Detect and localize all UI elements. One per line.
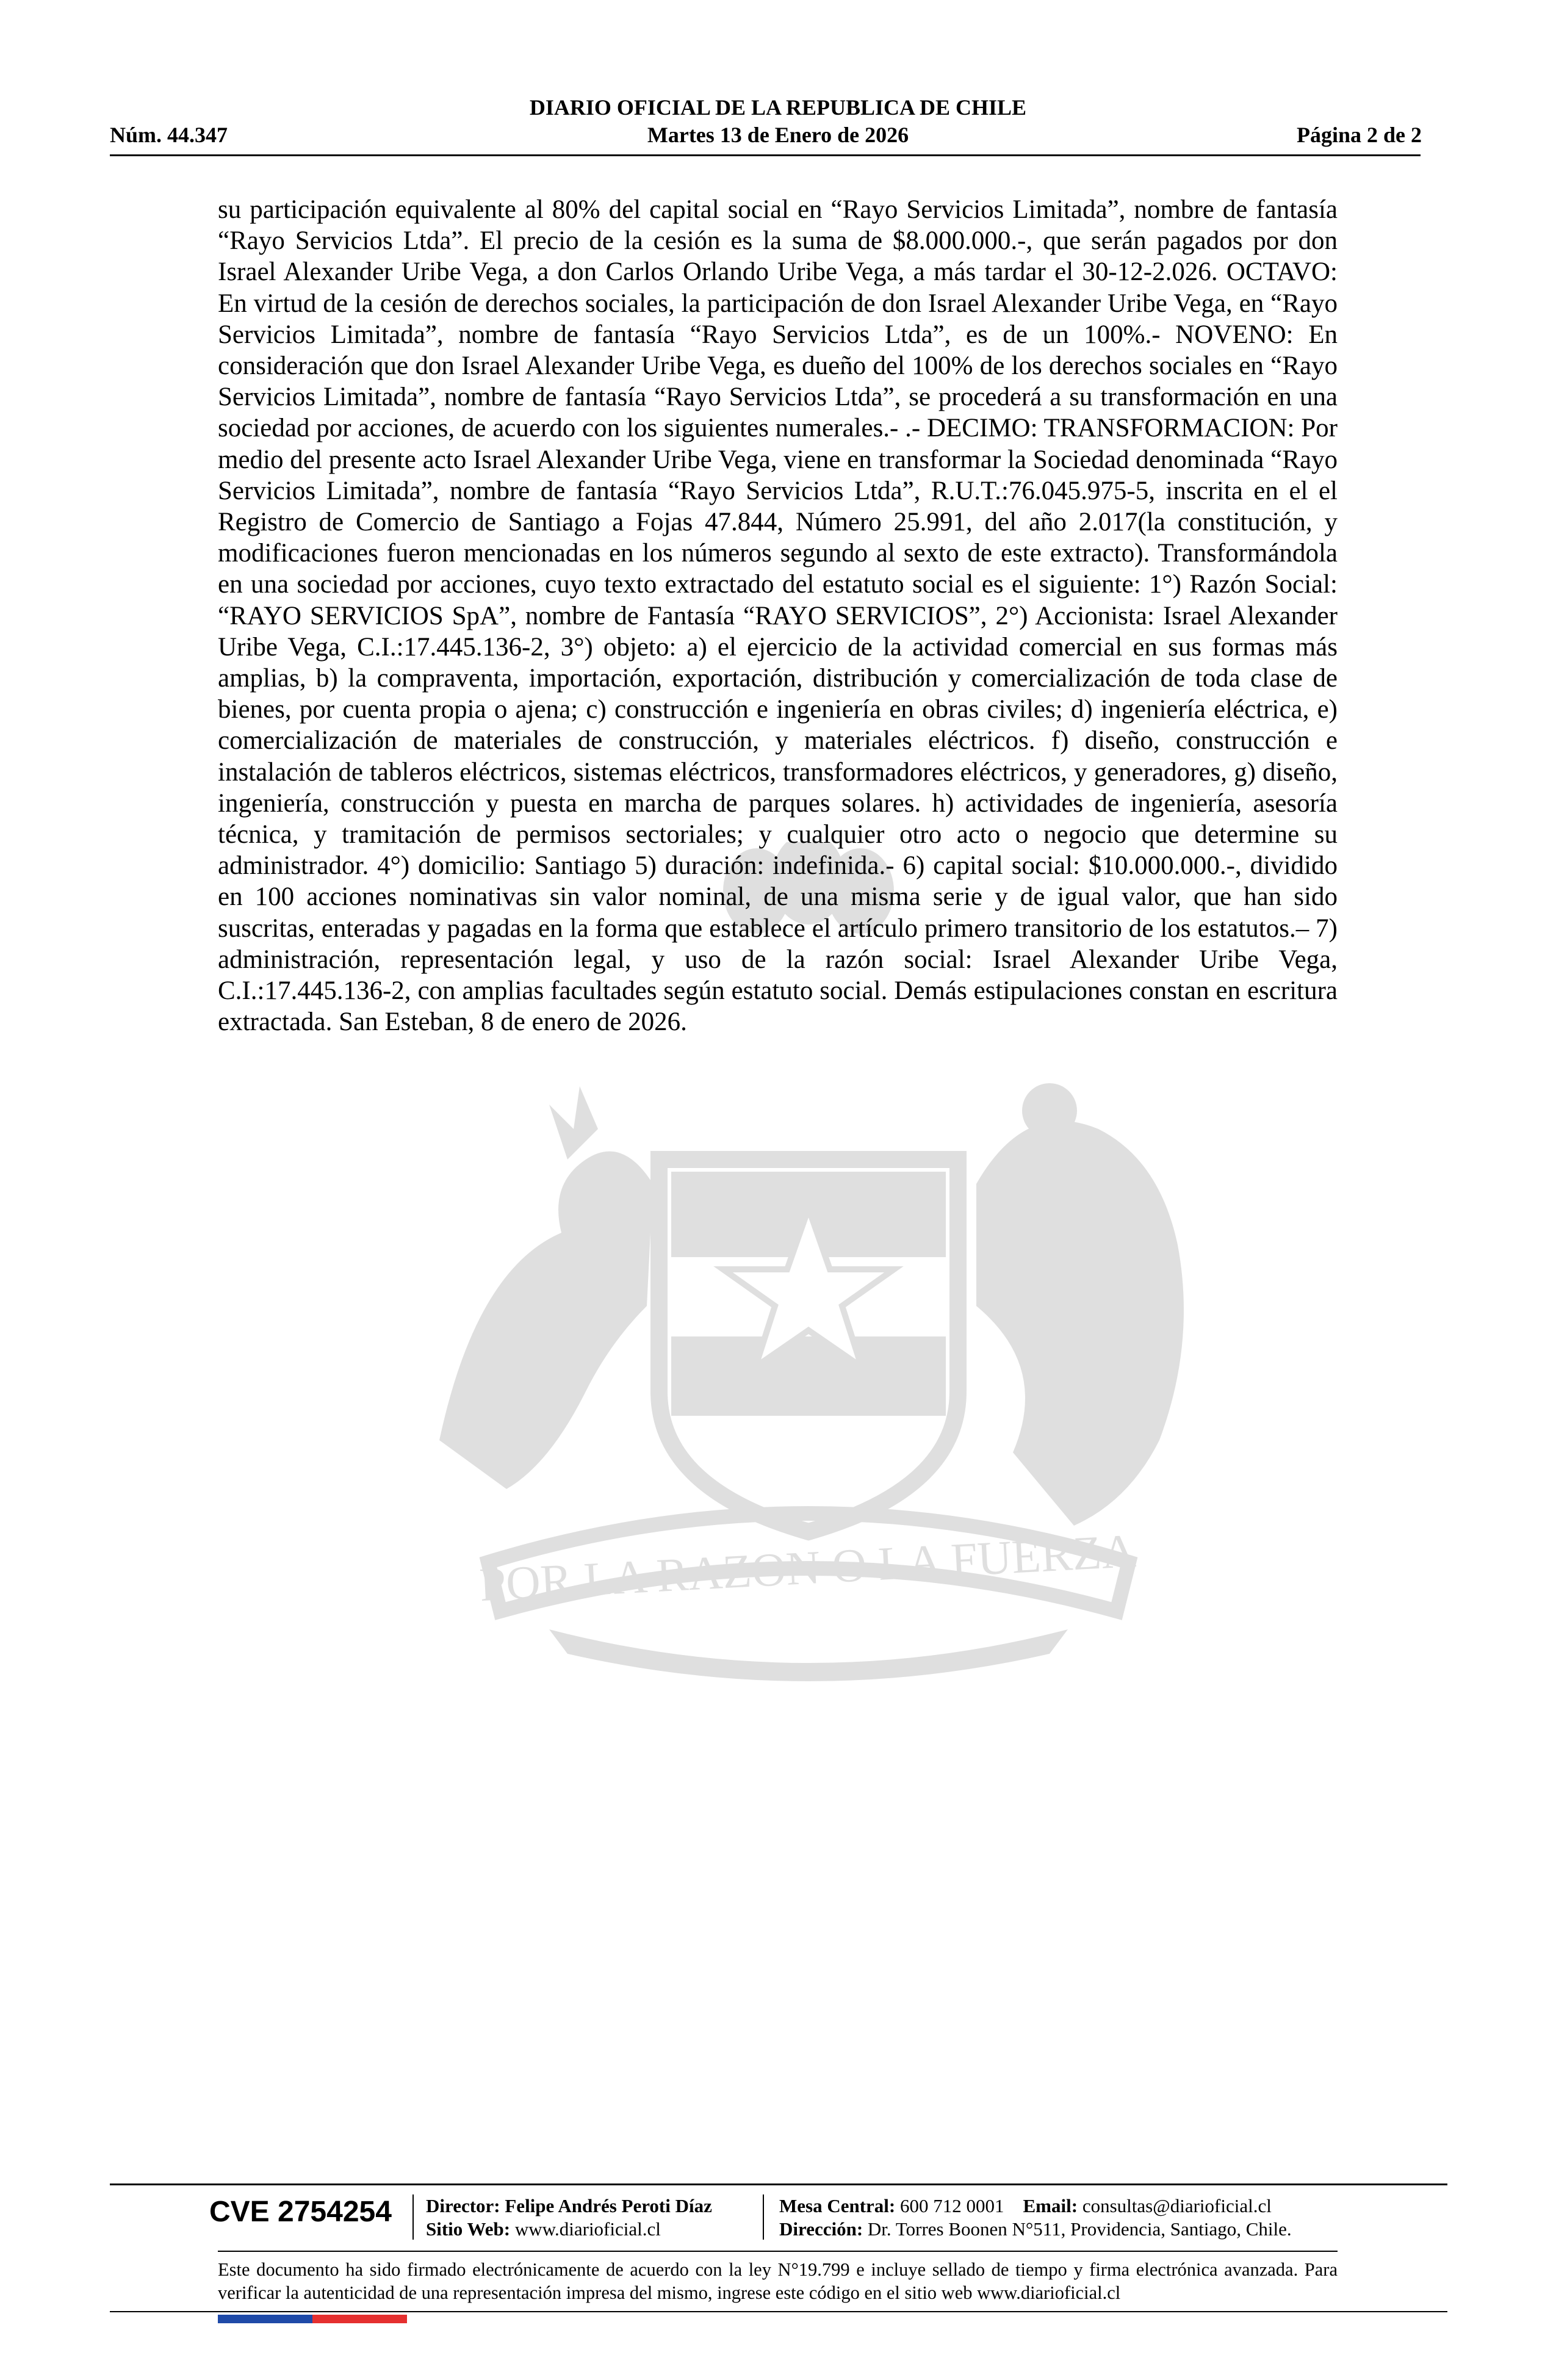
- legal-notice: Este documento ha sido firmado electrónicamente de acuerdo con la ley N°19.799 e incluye sellado de tiempo y firma electrónica avanzada. Para verificar la autenticidad de una representación impresa del mismo, ingrese este código en el sitio web www.diarioficial.cl: [218, 2259, 1338, 2303]
- mesa-central-label: Mesa Central:: [779, 2195, 896, 2216]
- newspaper-title: DIARIO OFICIAL DE LA REPUBLICA DE CHILE: [529, 95, 1027, 120]
- coat-of-arms-motto: POR LA RAZON O LA FUERZA: [478, 1523, 1137, 1612]
- email-label: Email:: [1023, 2195, 1078, 2216]
- footer-separator: [763, 2194, 764, 2240]
- footer-director-block: [426, 2194, 712, 2241]
- header-divider: [110, 154, 1421, 156]
- issue-date: Martes 13 de Enero de 2026: [647, 123, 909, 147]
- flag-stripe-blue: [218, 2315, 312, 2323]
- director-label: Director:: [426, 2195, 500, 2216]
- website-label: Sitio Web:: [426, 2218, 511, 2240]
- footer-contact-block: [779, 2194, 1292, 2241]
- website-link[interactable]: www.diarioficial.cl: [514, 2218, 661, 2240]
- footer-separator: [412, 2194, 414, 2240]
- director-name: Felipe Andrés Peroti Díaz: [505, 2195, 712, 2216]
- footer-divider-bottom: [110, 2311, 1447, 2312]
- page-indicator: Página 2 de 2: [1296, 123, 1422, 147]
- address-label: Dirección:: [779, 2218, 863, 2240]
- mesa-central-phone: 600 712 0001: [900, 2195, 1004, 2216]
- address-value: Dr. Torres Boonen N°511, Providencia, Santiago, Chile.: [867, 2218, 1292, 2240]
- email-link[interactable]: consultas@diarioficial.cl: [1082, 2195, 1272, 2216]
- issue-number: Núm. 44.347: [110, 123, 228, 147]
- cve-code: CVE 2754254: [209, 2196, 392, 2228]
- document-body: su participación equivalente al 80% del capital social en “Rayo Servicios Limitada”, nombre de fantasía “Rayo Servicios Ltda”. El precio de la cesión es la suma de $8.000.000.-, que serán pagados por don Israel Alexander Uribe Vega, a don Carlos Orlando Uribe Vega, a más tardar el 30-12-2.026. OCTAVO: En virtud de la cesión de derechos sociales, la participación de don Israel Alexander Uribe Vega, en “Rayo Servicios Limitada”, nombre de fantasía “Rayo Servicios Ltda”, es de un 100%.- NOVENO: En consideración que don Israel Alexander Uribe Vega, es dueño del 100% de los derechos sociales en “Rayo Servicios Limitada”, nombre de fantasía “Rayo Servicios Ltda”, se procederá a su transformación en una sociedad por acciones, de acuerdo con los siguientes numerales.- .- DECIMO: TRANSFORMACION: Por medio del presente acto Israel Alexander Uribe Vega, viene en transformar la Sociedad denominada “Rayo Servicios Limitada”, nombre de fantasía “Rayo Servicios Ltda”, R.U.T.:76.045.975-5, inscrita en el el Registro de Comercio de Santiago a Fojas 47.844, Número 25.991, del año 2.017(la constitución, y modificaciones fueron mencionadas en los números segundo al sexto de este extracto). Transformándola en una sociedad por acciones, cuyo texto extractado del estatuto social es el siguiente: 1°) Razón Social: “RAYO SERVICIOS SpA”, nombre de Fantasía “RAYO SERVICIOS”, 2°) Accionista: Israel Alexander Uribe Vega, C.I.:17.445.136-2, 3°) objeto: a) el ejercicio de la actividad comercial en sus formas más amplias, b) la compraventa, importación, exportación, distribución y comercialización de toda clase de bienes, por cuenta propia o ajena; c) construcción e ingeniería en obras civiles; d) ingeniería eléctrica, e) comercialización de materiales de construcción, y materiales eléctricos. f) diseño, construcción e instalación de tableros eléctricos, sistemas eléctricos, transformadores eléctricos, y generadores, g) diseño, ingeniería, construcción y puesta en marcha de parques solares. h) actividades de ingeniería, asesoría técnica, y tramitación de permisos sectoriales; y cualquier otro acto o negocio que determine su administrador. 4°) domicilio: Santiago 5) duración: indefinida.- 6) capital social: $10.000.000.-, dividido en 100 acciones nominativas sin valor nominal, de una misma serie y de igual valor, que han sido suscritas, enteradas y pagadas en la forma que establece el artículo primero transitorio de los estatutos.– 7) administración, representación legal, y uso de la razón social: Israel Alexander Uribe Vega, C.I.:17.445.136-2, con amplias facultades según estatuto social. Demás estipulaciones constan en escritura extractada. San Esteban, 8 de enero de 2026.: [218, 195, 1338, 1037]
- footer-divider-mid: [218, 2251, 1338, 2252]
- flag-stripe-red: [312, 2315, 407, 2323]
- footer-divider-top: [110, 2183, 1447, 2185]
